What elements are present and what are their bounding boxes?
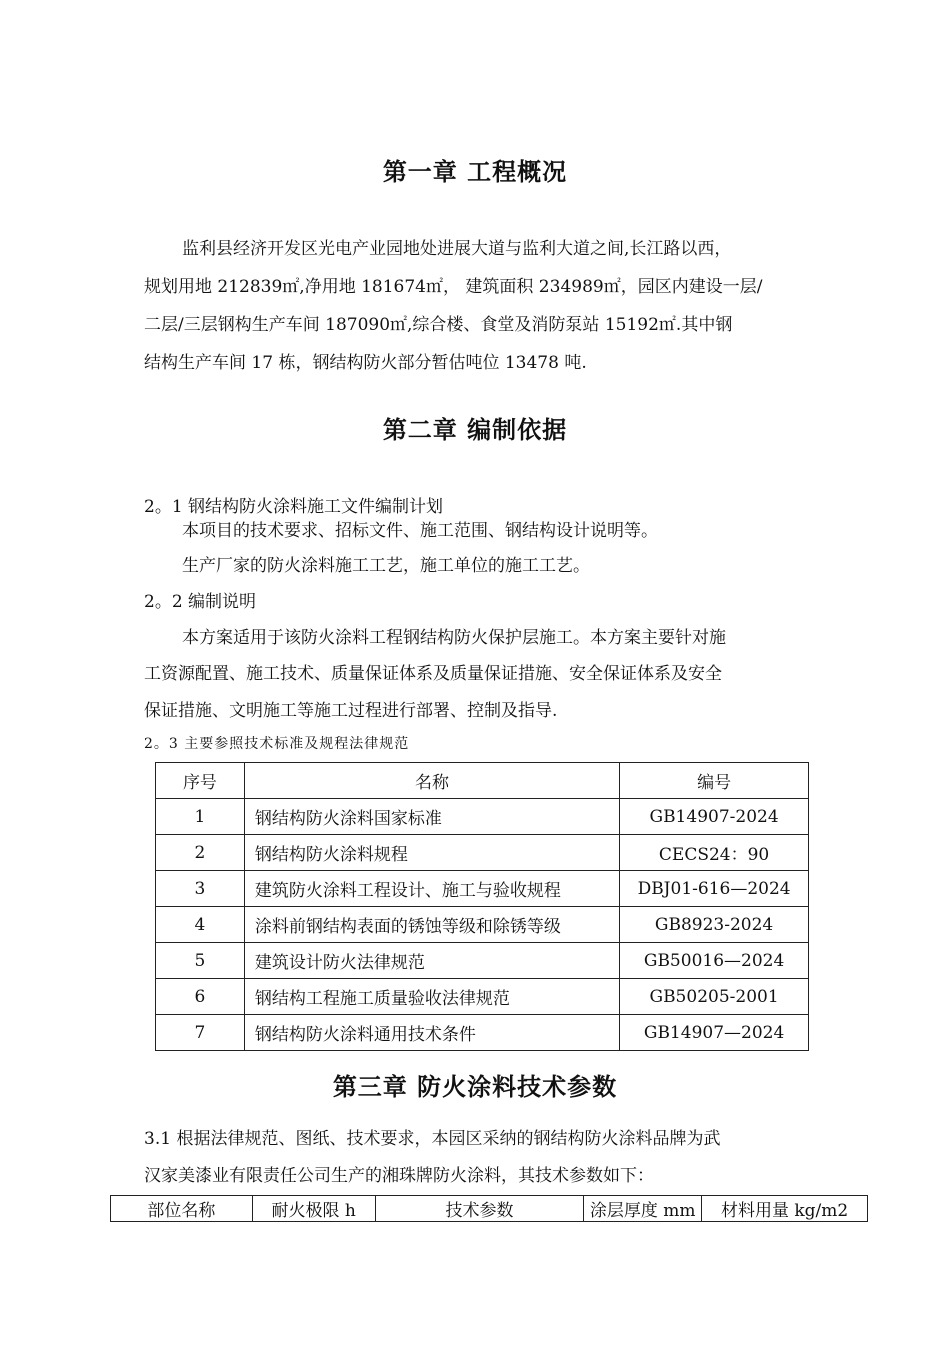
cell-name: 建筑防火涂料工程设计、施工与验收规程 — [244, 871, 619, 907]
cell-name: 钢结构工程施工质量验收法律规范 — [244, 979, 619, 1015]
chapter3-line-2: 汉家美漆业有限责任公司生产的湘珠牌防火涂料，其技术参数如下： — [144, 1166, 654, 1186]
standards-table-header-row — [156, 763, 809, 799]
cell-code: GB14907—2024 — [620, 1015, 809, 1051]
table-row — [156, 1015, 809, 1051]
cell-seq: 1 — [156, 799, 245, 835]
table-row — [156, 979, 809, 1015]
header-part-name: 部位名称 — [111, 1196, 253, 1222]
header-name: 名称 — [244, 763, 619, 799]
cell-code: CECS24：90 — [620, 835, 809, 871]
header-tech-params: 技术参数 — [375, 1196, 584, 1222]
cell-seq: 5 — [156, 943, 245, 979]
section-2-1-heading: 2。1 钢结构防火涂料施工文件编制计划 — [144, 497, 444, 517]
header-seq: 序号 — [156, 763, 245, 799]
cell-code: GB8923-2024 — [620, 907, 809, 943]
cell-name: 建筑设计防火法律规范 — [244, 943, 619, 979]
section-2-2-line-3: 保证措施、文明施工等施工过程进行部署、控制及指导. — [144, 701, 558, 721]
header-fire-limit: 耐火极限 h — [252, 1196, 375, 1222]
cell-seq: 2 — [156, 835, 245, 871]
header-material-usage: 材料用量 kg/m2 — [702, 1196, 868, 1222]
chapter1-line-3: 二层/三层钢构生产车间 187090㎡,综合楼、食堂及消防泵站 15192㎡.其中钢 — [144, 315, 733, 335]
standards-table — [155, 762, 809, 1051]
section-2-2-line-2: 工资源配置、施工技术、质量保证体系及质量保证措施、安全保证体系及安全 — [144, 664, 722, 684]
table-row — [156, 799, 809, 835]
section-2-1-line-2: 生产厂家的防火涂料施工工艺，施工单位的施工工艺。 — [182, 556, 590, 576]
cell-seq: 7 — [156, 1015, 245, 1051]
cell-code: GB50205-2001 — [620, 979, 809, 1015]
chapter2-title: 第二章 编制依据 — [382, 416, 568, 444]
cell-code: GB14907-2024 — [620, 799, 809, 835]
cell-name: 涂料前钢结构表面的锈蚀等级和除锈等级 — [244, 907, 619, 943]
cell-seq: 4 — [156, 907, 245, 943]
chapter1-line-1: 监利县经济开发区光电产业园地处进展大道与监利大道之间,长江路以西， — [182, 239, 732, 259]
section-2-2-heading: 2。2 编制说明 — [144, 592, 257, 612]
table-row — [156, 871, 809, 907]
cell-seq: 3 — [156, 871, 245, 907]
table-row — [156, 943, 809, 979]
cell-name: 钢结构防火涂料国家标准 — [244, 799, 619, 835]
chapter1-line-4: 结构生产车间 17 栋，钢结构防火部分暂估吨位 13478 吨. — [144, 353, 587, 373]
cell-code: GB50016—2024 — [620, 943, 809, 979]
parameters-table-header-row — [111, 1196, 868, 1222]
cell-name: 钢结构防火涂料通用技术条件 — [244, 1015, 619, 1051]
table-row — [156, 907, 809, 943]
header-code: 编号 — [620, 763, 809, 799]
table-row — [156, 835, 809, 871]
cell-code: DBJ01-616—2024 — [620, 871, 809, 907]
chapter3-line-1: 3.1 根据法律规范、图纸、技术要求，本园区采纳的钢结构防火涂料品牌为武 — [144, 1129, 721, 1149]
chapter1-line-2: 规划用地 212839㎡,净用地 181674㎡， 建筑面积 234989㎡，园区内建设一层/ — [144, 277, 763, 297]
section-2-1-line-1: 本项目的技术要求、招标文件、施工范围、钢结构设计说明等。 — [182, 521, 658, 541]
section-2-2-line-1: 本方案适用于该防火涂料工程钢结构防火保护层施工。本方案主要针对施 — [182, 628, 726, 648]
chapter1-title: 第一章 工程概况 — [382, 158, 568, 186]
cell-name: 钢结构防火涂料规程 — [244, 835, 619, 871]
cell-seq: 6 — [156, 979, 245, 1015]
section-2-3-heading: 2。3 主要参照技术标准及规程法律规范 — [144, 736, 410, 752]
header-coating-thickness: 涂层厚度 mm — [584, 1196, 702, 1222]
chapter3-title: 第三章 防火涂料技术参数 — [332, 1073, 618, 1101]
parameters-table — [110, 1195, 868, 1222]
